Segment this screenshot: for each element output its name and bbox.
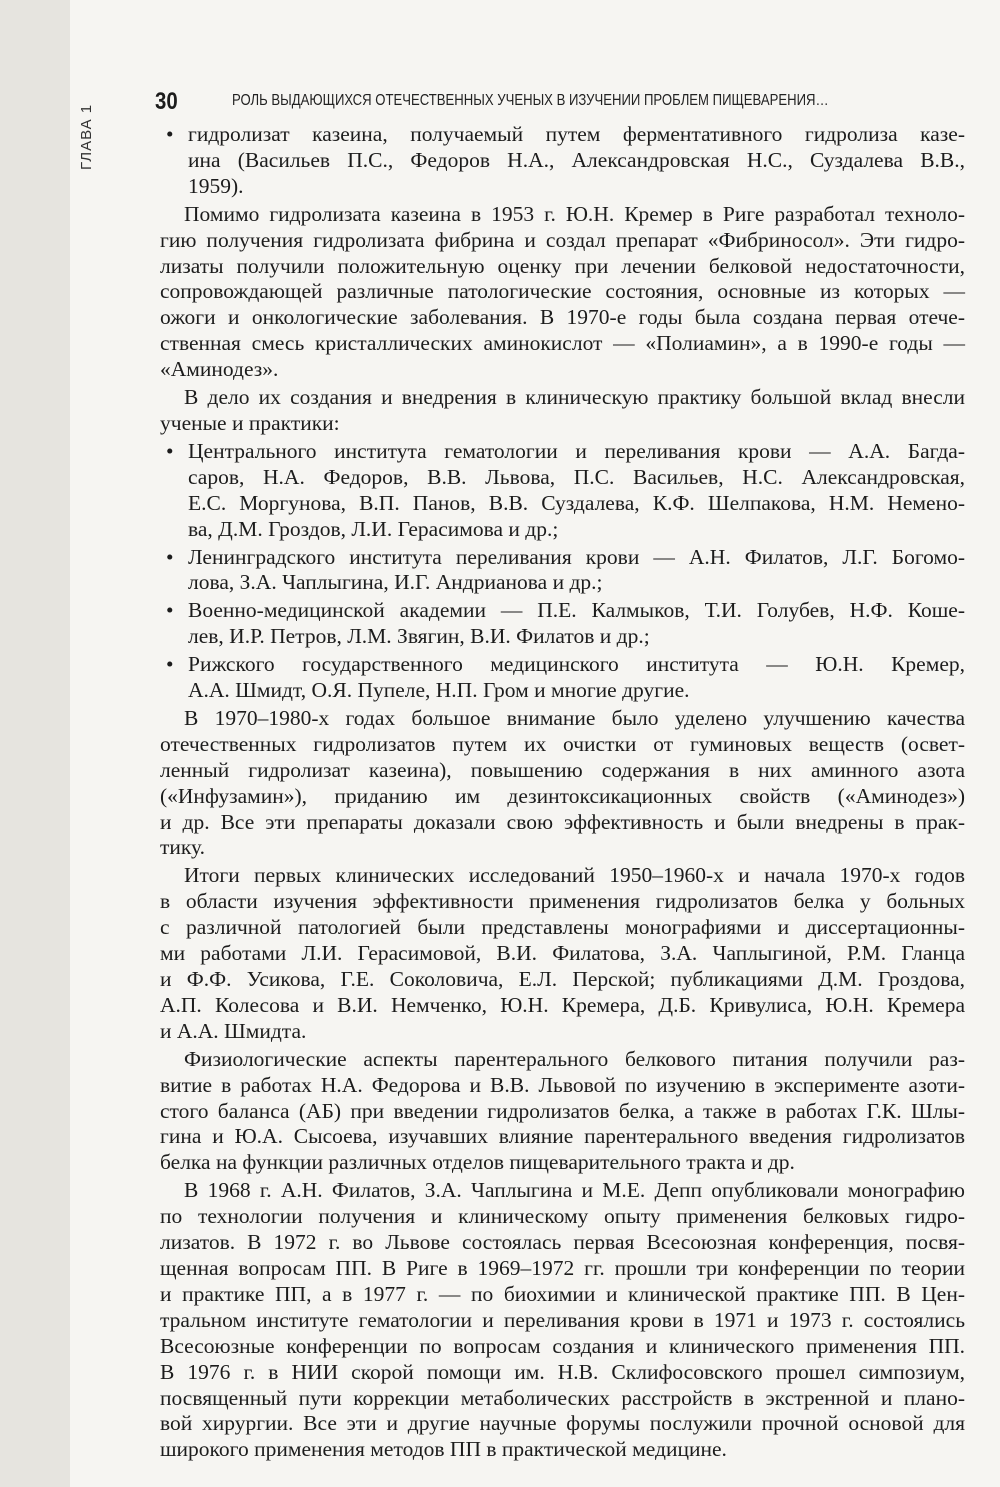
text-line: Всесоюзные конференции по вопросам создания и клинического применения ПП. (160, 1333, 965, 1358)
text-line: • Центрального института гематологии и переливания крови — А.А. Багда- (160, 439, 965, 465)
text-line: вой хирургии. Все эти и другие научные форумы послужили прочной основой для (160, 1411, 965, 1436)
page-edge-strip (0, 0, 70, 1487)
text-line: и практике ПП, а в 1977 г. — по биохимии и клинической практике ПП. В Цен- (160, 1281, 965, 1306)
paragraph (160, 202, 965, 383)
text-line: ина (Васильев П.С., Федоров Н.А., Александровская Н.С., Суздалева В.В., (188, 147, 965, 172)
running-title: РОЛЬ ВЫДАЮЩИХСЯ ОТЕЧЕСТВЕННЫХ УЧЕНЫХ В ИЗУЧЕНИИ ПРОБЛЕМ ПИЩЕВАРЕНИЯ… (232, 92, 829, 109)
bullet-item (160, 122, 965, 200)
text-line: тику. (160, 835, 206, 860)
text-line: стого баланса (АБ) при введении гидролизатов белка, а также в работах Г.К. Шлы- (160, 1098, 965, 1123)
text-line: витие в работах Н.А. Федорова и В.В. Львовой по изучению в эксперименте азоти- (160, 1072, 965, 1097)
text-line: ленный гидролизат казеина), повышению содержания в них аминного азота (160, 757, 965, 782)
text-line: гию получения гидролизата фибрина и создал препарат «Фибриносол». Эти гидро- (160, 227, 965, 252)
bullet-item (160, 545, 965, 597)
text-line: Итоги первых клинических исследований 1950–1960-х и начала 1970-х годов (184, 863, 965, 888)
page-body (160, 122, 965, 1465)
text-line: посвященный пути коррекции метаболических расстройств в экстренной и плано- (160, 1385, 965, 1410)
text-line: отечественных гидролизатов путем их очистки от гуминовых веществ (освет- (160, 731, 965, 756)
text-line: В 1970–1980-х годах большое внимание было уделено улучшению качества (184, 705, 965, 730)
text-line: В 1968 г. А.Н. Филатов, З.А. Чаплыгина и М.Е. Депп опубликовали монографию (184, 1178, 965, 1203)
text-line: Физиологические аспекты парентерального белкового питания получили раз- (184, 1046, 965, 1071)
text-line: Е.С. Моргунова, В.П. Панов, В.В. Суздалева, К.Ф. Шелпакова, Н.М. Немено- (188, 490, 965, 515)
text-line: В дело их создания и внедрения в клиническую практику большой вклад внесли (184, 385, 965, 410)
text-line: ми работами Л.И. Герасимовой, В.И. Филатова, З.А. Чаплыгиной, Р.М. Гланца (160, 941, 965, 966)
text-line: ожоги и онкологические заболевания. В 1970-е годы была создана первая отече- (160, 305, 965, 330)
text-line: и др. Все эти препараты доказали свою эффективность и были внедрены в прак- (160, 809, 965, 834)
text-line: и А.А. Шмидта. (160, 1018, 307, 1043)
text-line: А.А. Шмидт, О.Я. Пупеле, Н.П. Гром и многие другие. (188, 678, 690, 703)
text-line: ственная смесь кристаллических аминокислот — «Полиамин», а в 1990-е годы — (160, 331, 965, 356)
paragraph (160, 863, 965, 1044)
text-line: лизаты получили положительную оценку при лечении белковой недостаточности, (160, 253, 965, 278)
text-line: «Аминодез». (160, 357, 279, 382)
bullet-item (160, 652, 965, 704)
paragraph (160, 1047, 965, 1177)
text-line: и Ф.Ф. Усикова, Г.Е. Соколовича, Е.Л. Перской; публикациями Д.М. Гроздова, (160, 967, 965, 991)
text-line: лев, И.Р. Петров, Л.М. Звягин, В.И. Филатов и др.; (188, 624, 650, 649)
text-line: с различной патологией были представлены монографиями и диссертационны- (160, 915, 965, 940)
paragraph (160, 1178, 965, 1463)
paragraph (160, 385, 965, 437)
text-line: тральном институте гематологии и переливания крови в 1971 и 1973 г. состоялись (160, 1307, 965, 1332)
text-line: саров, Н.А. Федоров, В.В. Львова, П.С. Васильев, Н.С. Александровская, (188, 464, 965, 489)
text-line: щенная вопросам ПП. В Риге в 1969–1972 гг. прошли три конференции по теории (160, 1255, 965, 1280)
text-line: • Ленинградского института переливания крови — А.Н. Филатов, Л.Г. Богомо- (160, 545, 965, 571)
text-line: ученые и практики: (160, 410, 340, 435)
text-line: • Военно-медицинской академии — П.Е. Калмыков, Т.И. Голубев, Н.Ф. Коше- (160, 598, 965, 624)
text-line: («Инфузамин»), приданию им дезинтоксикационных свойств («Аминодез») (160, 783, 965, 808)
text-line: лова, З.А. Чаплыгина, И.Г. Андрианова и др.; (188, 570, 603, 595)
text-line: белка на функции различных отделов пищеварительного тракта и др. (160, 1150, 795, 1175)
text-line: гина и Ю.А. Сысоева, изучавших влияние парентерального введения гидролизатов (160, 1124, 965, 1149)
page-number: 30 (155, 88, 178, 115)
text-line: В 1976 г. в НИИ скорой помощи им. Н.В. Склифосовского прошел симпозиум, (160, 1359, 965, 1384)
text-line: 1959). (188, 173, 244, 198)
text-line: в области изучения эффективности применения гидролизатов белка у больных (160, 889, 965, 914)
text-line: лизатов. В 1972 г. во Львове состоялась первая Всесоюзная конференция, посвя- (160, 1230, 965, 1255)
paragraph (160, 706, 965, 861)
text-line: ва, Д.М. Гроздов, Л.И. Герасимова и др.; (188, 516, 559, 541)
text-line: по технологии получения и клиническому опыту применения белковых гидро- (160, 1204, 965, 1229)
text-line: Помимо гидролизата казеина в 1953 г. Ю.Н. Кремер в Риге разработал техноло- (184, 201, 965, 226)
chapter-tab: ГЛАВА 1 (78, 103, 95, 170)
bullet-item (160, 439, 965, 543)
text-line: • гидролизат казеина, получаемый путем ферментативного гидролиза казе- (160, 122, 965, 148)
bullet-item (160, 598, 965, 650)
text-line: сопровождающей различные патологические состояния, основные из которых — (160, 279, 965, 304)
text-line: А.П. Колесова и В.И. Немченко, Ю.Н. Кремера, Д.Б. Кривулиса, Ю.Н. Кремера (160, 992, 965, 1017)
text-line: • Рижского государственного медицинского института — Ю.Н. Кремер, (160, 652, 965, 678)
text-line: широкого применения методов ПП в практической медицине. (160, 1437, 727, 1462)
